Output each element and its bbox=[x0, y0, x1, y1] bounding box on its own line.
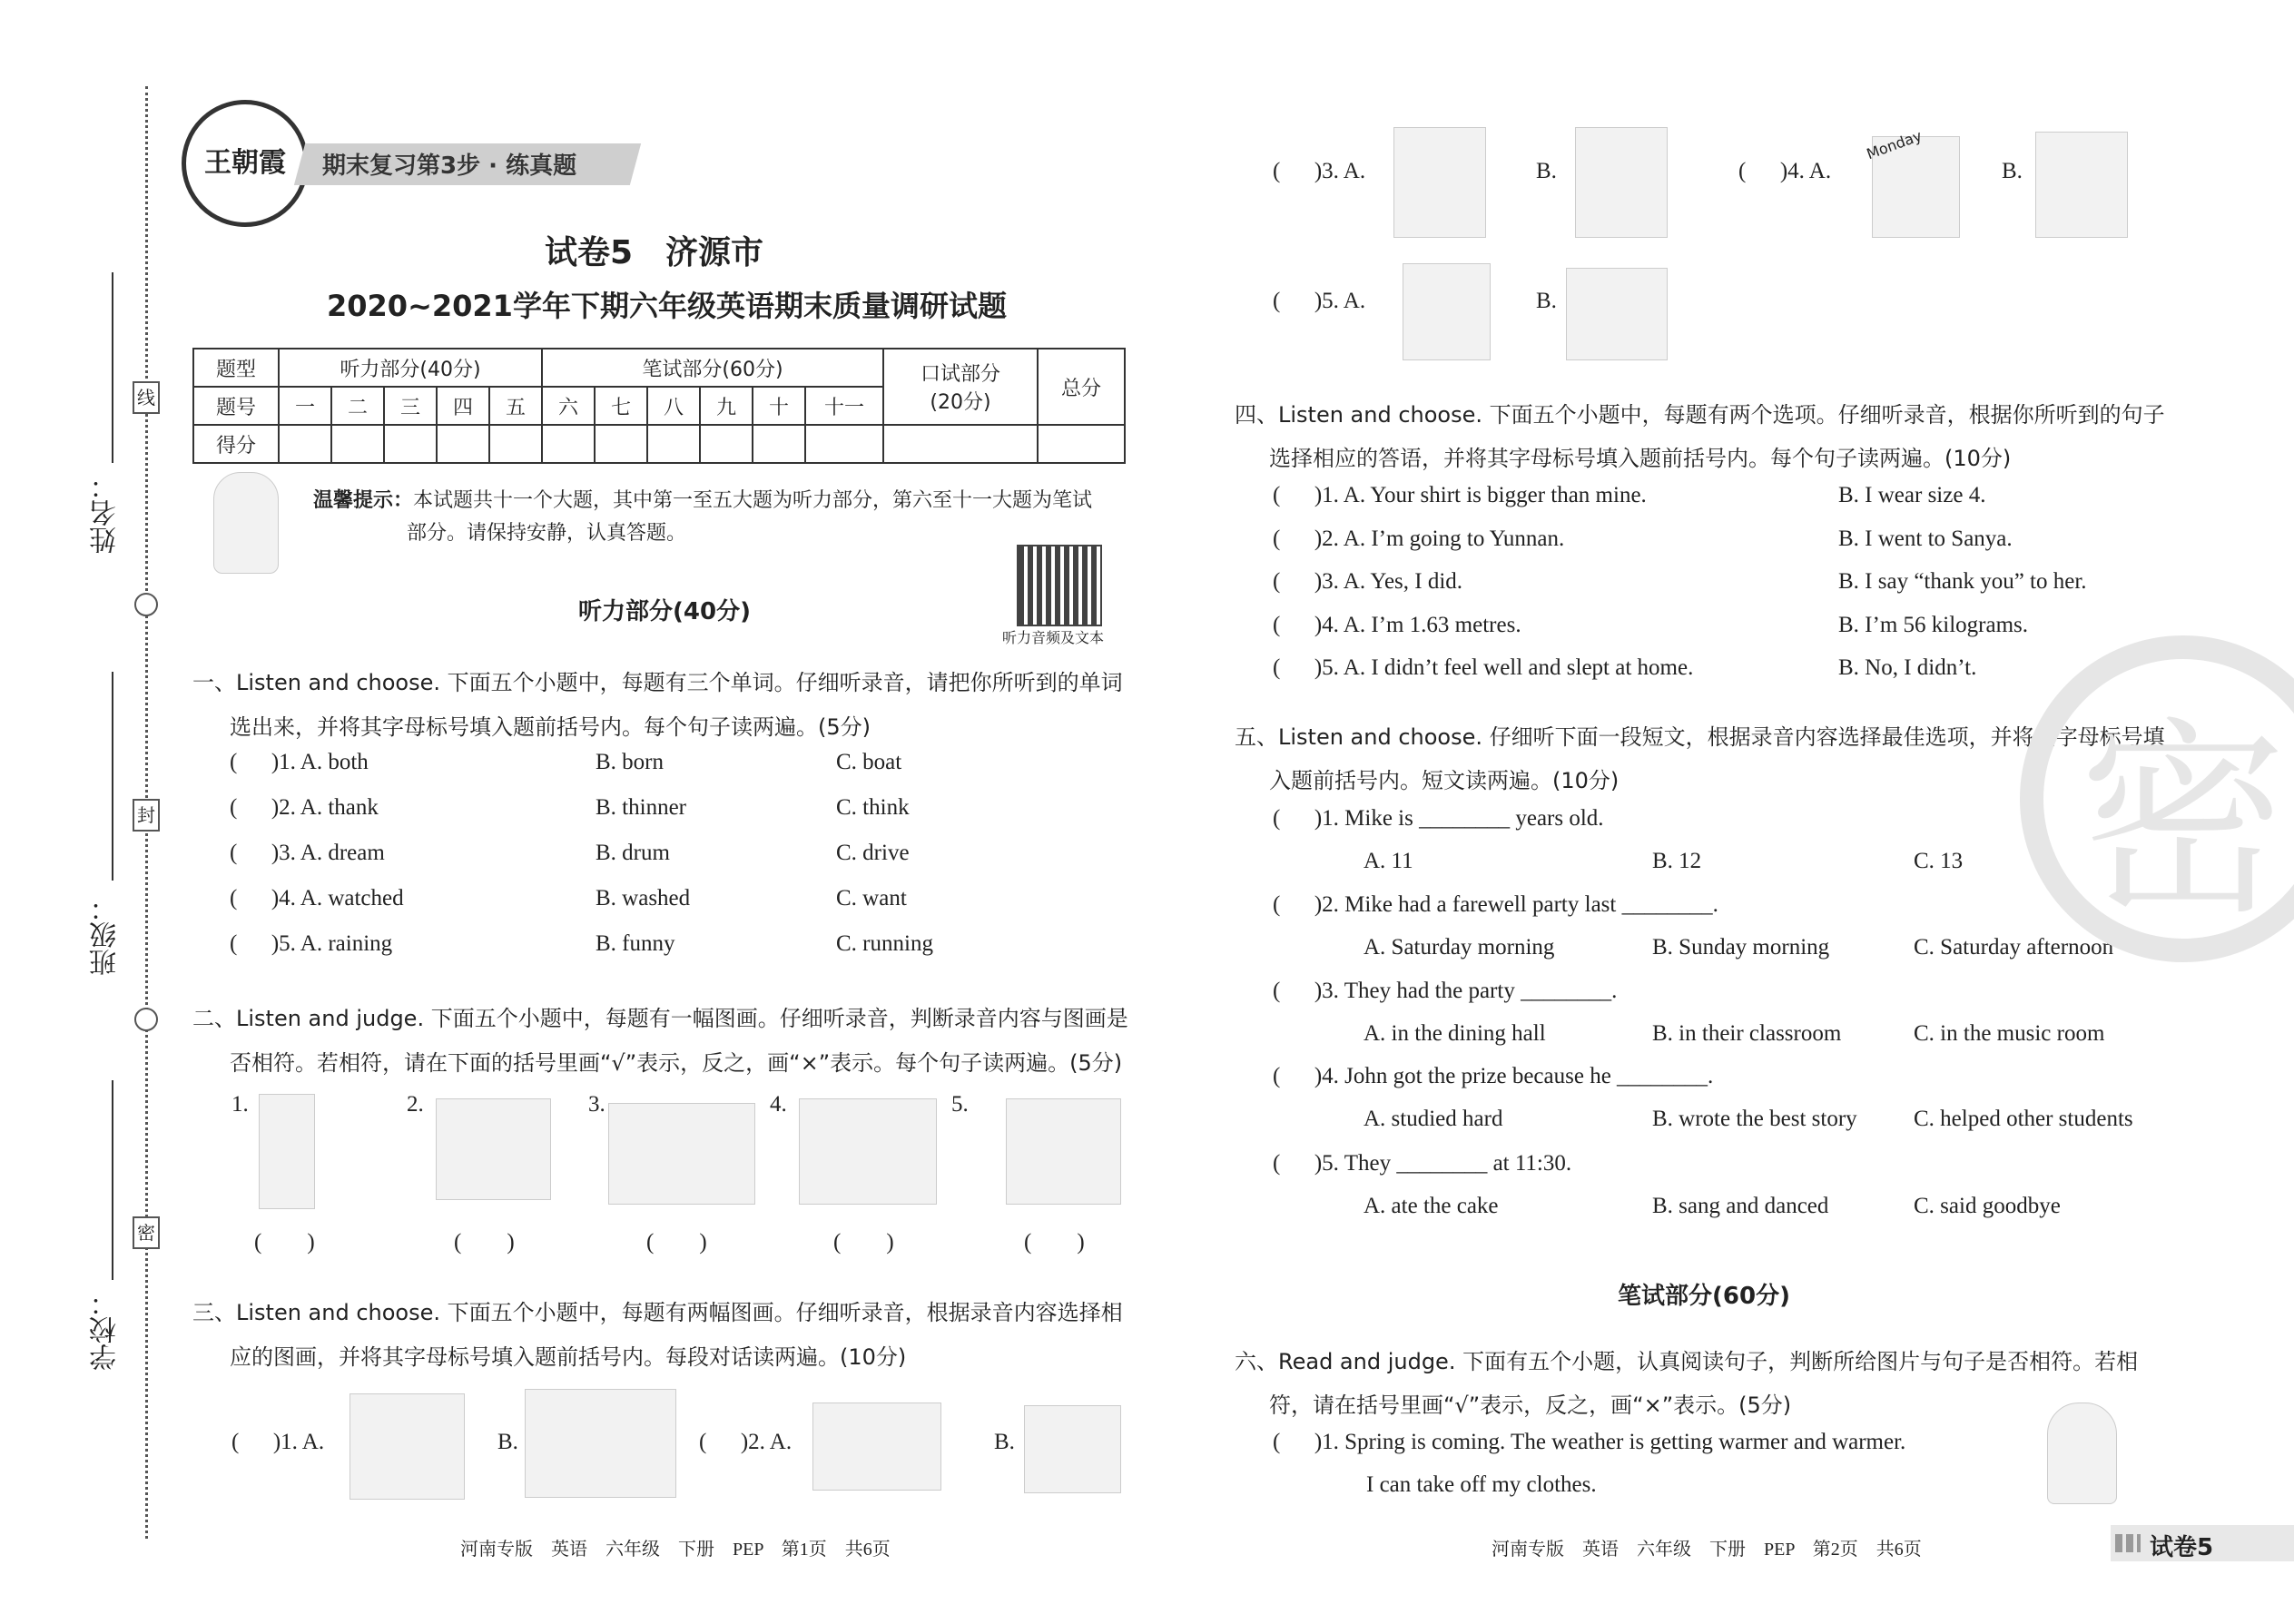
s1-item: ( )1. A. both bbox=[230, 750, 369, 774]
picture-chairs bbox=[608, 1103, 755, 1205]
option-b: B. I’m 56 kilograms. bbox=[1838, 613, 2029, 637]
answer-parens[interactable]: ( ) bbox=[454, 1230, 515, 1255]
s1-item: ( )5. A. raining bbox=[230, 931, 393, 956]
score-cell[interactable] bbox=[542, 425, 595, 463]
row-header-score: 得分 bbox=[193, 425, 279, 463]
s4-title: 四、Listen and choose. 下面五个小题中，每题有两个选项。仔细听录音，根据你所听到的句子 bbox=[1235, 402, 2165, 428]
s5-title: 五、Listen and choose. 仔细听下面一段短文，根据录音内容选择最佳选项，并将其字母标号填 bbox=[1235, 724, 2165, 750]
s1-item: ( )4. A. watched bbox=[230, 886, 404, 910]
question-number: 一 bbox=[279, 387, 331, 425]
s3-q1-b: B. bbox=[497, 1430, 518, 1454]
option-b: B. I wear size 4. bbox=[1838, 483, 1986, 507]
option-a: A. studied hard bbox=[1364, 1107, 1503, 1131]
score-cell[interactable] bbox=[753, 425, 805, 463]
girl-illustration bbox=[213, 472, 279, 574]
school-label: 学校： bbox=[90, 1289, 122, 1371]
s6-q1-line2: I can take off my clothes. bbox=[1366, 1472, 1597, 1497]
option-a: 5. A. raining bbox=[279, 931, 393, 956]
option-a: 4. A. watched bbox=[279, 886, 404, 910]
s5-question: ( )5. They ________ at 11:30. bbox=[1273, 1151, 1572, 1176]
option-b: B. drum bbox=[596, 841, 670, 865]
s3-q1: ( )1. A. bbox=[231, 1430, 325, 1454]
total-header: 总分 bbox=[1038, 349, 1125, 425]
s1-title: 一、Listen and choose. 下面五个小题中，每题有三个单词。仔细听录音，请把你所听到的单词 bbox=[192, 670, 1123, 695]
footer-tag: 试卷5 bbox=[2150, 1534, 2214, 1561]
s2-title: 二、Listen and judge. 下面五个小题中，每题有一幅图画。仔细听录音，判断录音内容与图画是 bbox=[192, 1006, 1128, 1031]
footer-right: 河南专版 英语 六年级 下册 PEP 第2页 共6页 bbox=[1492, 1540, 1922, 1560]
question-number: 八 bbox=[647, 387, 700, 425]
s3-q3: ( )3. A. bbox=[1273, 159, 1366, 183]
watermark-char: 密 bbox=[2078, 701, 2288, 943]
row-header-number: 题号 bbox=[193, 387, 279, 425]
score-cell[interactable] bbox=[805, 425, 883, 463]
s4-title-2: 选择相应的答语，并将其字母标号填入题前括号内。每个句子读两遍。(10分) bbox=[1269, 446, 2012, 471]
option-a: 3. A. dream bbox=[279, 841, 385, 865]
option-a: 1. A. Your shirt is bigger than mine. bbox=[1322, 483, 1647, 507]
option-a: 4. A. I’m 1.63 metres. bbox=[1322, 613, 1521, 637]
score-cell[interactable] bbox=[279, 425, 331, 463]
footer-tag-squares bbox=[2115, 1534, 2141, 1552]
s3-q2: ( )2. A. bbox=[699, 1430, 793, 1454]
picture-badminton bbox=[1403, 263, 1491, 360]
option-a: A. in the dining hall bbox=[1364, 1021, 1546, 1046]
s2-num-3: 3. bbox=[588, 1092, 605, 1117]
s4-item: ( )4. A. I’m 1.63 metres. bbox=[1273, 613, 1521, 637]
s3-q5-b: B. bbox=[1536, 289, 1557, 313]
option-c: C. running bbox=[836, 931, 933, 956]
listening-part-header: 听力部分(40分) bbox=[279, 349, 542, 387]
score-cell[interactable] bbox=[883, 425, 1038, 463]
s4-item: ( )5. A. I didn’t feel well and slept at home. bbox=[1273, 655, 1694, 680]
question-number: 四 bbox=[437, 387, 489, 425]
qr-caption: 听力音频及文本 bbox=[1002, 629, 1105, 646]
option-c: C. boat bbox=[836, 750, 902, 774]
s5-question: ( )3. They had the party ________. bbox=[1273, 979, 1618, 1003]
tip-line-1: 温馨提示：本试题共十一个大题，其中第一至五大题为听力部分，第六至十一大题为笔试 bbox=[313, 489, 1093, 512]
answer-parens[interactable]: ( ) bbox=[1024, 1230, 1085, 1255]
picture-girls-talking bbox=[1393, 127, 1486, 238]
answer-parens[interactable]: ( ) bbox=[833, 1230, 894, 1255]
score-cell[interactable] bbox=[700, 425, 753, 463]
picture-boy-crutches bbox=[259, 1094, 315, 1209]
s3-title-2: 应的图画，并将其字母标号填入题前括号内。每段对话读两遍。(10分) bbox=[230, 1344, 907, 1370]
question-number: 十一 bbox=[805, 387, 883, 425]
picture-girl-reading bbox=[436, 1098, 551, 1200]
option-c: C. in the music room bbox=[1914, 1021, 2105, 1046]
option-b: B. wrote the best story bbox=[1652, 1107, 1857, 1131]
option-a: A. 11 bbox=[1364, 849, 1413, 873]
option-a: 2. A. thank bbox=[279, 795, 379, 820]
option-a: A. ate the cake bbox=[1364, 1194, 1499, 1218]
question-number: 十 bbox=[753, 387, 805, 425]
s3-title: 三、Listen and choose. 下面五个小题中，每题有两幅图画。仔细听录音，根据录音内容选择相 bbox=[192, 1300, 1123, 1325]
binding-hole bbox=[134, 593, 158, 616]
option-c: C. 13 bbox=[1914, 849, 1964, 873]
picture-classroom bbox=[1006, 1098, 1121, 1205]
option-b: B. 12 bbox=[1652, 849, 1702, 873]
score-cell[interactable] bbox=[647, 425, 700, 463]
tip-line-2: 部分。请保持安静，认真答题。 bbox=[407, 522, 687, 545]
s5-title-2: 入题前括号内。短文读两遍。(10分) bbox=[1269, 768, 1620, 793]
s3-q5: ( )5. A. bbox=[1273, 289, 1366, 313]
answer-parens[interactable]: ( ) bbox=[254, 1230, 315, 1255]
school-line bbox=[112, 1080, 113, 1280]
written-part-header: 笔试部分(60分) bbox=[542, 349, 883, 387]
s2-num-2: 2. bbox=[407, 1092, 424, 1117]
option-b: B. washed bbox=[596, 886, 691, 910]
picture-house-mountain bbox=[1024, 1405, 1121, 1493]
option-c: C. said goodbye bbox=[1914, 1194, 2061, 1218]
s1-item: ( )2. A. thank bbox=[230, 795, 379, 820]
score-cell[interactable] bbox=[384, 425, 437, 463]
option-c: C. helped other students bbox=[1914, 1107, 2133, 1131]
s3-q4-b: B. bbox=[2002, 159, 2023, 183]
question-number: 二 bbox=[331, 387, 384, 425]
option-b: B. sang and danced bbox=[1652, 1194, 1829, 1218]
seal-char-xian: 线 bbox=[133, 381, 160, 414]
s3-q3-b: B. bbox=[1536, 159, 1557, 183]
header-banner-text: 期末复习第3步 · 练真题 bbox=[322, 153, 577, 180]
question-number: 九 bbox=[700, 387, 753, 425]
s4-item: ( )1. A. Your shirt is bigger than mine. bbox=[1273, 483, 1647, 507]
option-c: C. think bbox=[836, 795, 910, 820]
option-b: B. Sunday morning bbox=[1652, 935, 1830, 960]
picture-boys-talking bbox=[1575, 127, 1668, 238]
option-b: B. No, I didn’t. bbox=[1838, 655, 1977, 680]
brand-badge-text: 王朝霞 bbox=[204, 147, 286, 179]
seal-char-mi: 密 bbox=[133, 1216, 160, 1249]
s6-title-2: 符，请在括号里画“√”表示，反之，画“×”表示。(5分) bbox=[1269, 1393, 1792, 1418]
option-b: B. I say “thank you” to her. bbox=[1838, 569, 2087, 594]
option-b: B. in their classroom bbox=[1652, 1021, 1842, 1046]
picture-tandem-bike bbox=[525, 1389, 676, 1498]
s2-num-1: 1. bbox=[231, 1092, 249, 1117]
seal-char-feng: 封 bbox=[133, 799, 160, 832]
s6-q1: ( )1. Spring is coming. The weather is getting warmer and warmer. bbox=[1273, 1430, 1906, 1454]
name-label: 姓名： bbox=[90, 472, 122, 554]
question-number: 七 bbox=[595, 387, 647, 425]
option-a: A. Saturday morning bbox=[1364, 935, 1555, 960]
picture-group-boys bbox=[2035, 132, 2128, 238]
s3-q2-b: B. bbox=[994, 1430, 1015, 1454]
answer-parens[interactable]: ( ) bbox=[646, 1230, 707, 1255]
s2-num-5: 5. bbox=[951, 1092, 969, 1117]
score-cell[interactable] bbox=[437, 425, 489, 463]
name-line bbox=[112, 272, 113, 463]
picture-boy-cold bbox=[2047, 1403, 2117, 1504]
option-c: C. want bbox=[836, 886, 907, 910]
picture-single-bike bbox=[350, 1393, 465, 1500]
binding-hole bbox=[134, 1008, 158, 1031]
option-c: C. Saturday afternoon bbox=[1914, 935, 2114, 960]
picture-football bbox=[1566, 268, 1668, 360]
score-cell[interactable] bbox=[595, 425, 647, 463]
oral-part-header: 口试部分 (20分) bbox=[883, 349, 1038, 425]
paper-title: 试卷5 济源市 bbox=[545, 234, 764, 271]
option-a: 3. A. Yes, I did. bbox=[1322, 569, 1463, 594]
s6-title: 六、Read and judge. 下面有五个小题，认真阅读句子，判断所给图片与句子是否相符。若相 bbox=[1235, 1349, 2139, 1374]
question-number: 六 bbox=[542, 387, 595, 425]
qr-code bbox=[1017, 545, 1102, 626]
s2-title-2: 否相符。若相符，请在下面的括号里画“√”表示，反之，画“×”表示。每个句子读两遍。(5分) bbox=[230, 1050, 1123, 1076]
s3-q4: ( )4. A. bbox=[1738, 159, 1832, 183]
question-number: 五 bbox=[489, 387, 542, 425]
paper-subtitle: 2020~2021学年下期六年级英语期末质量调研试题 bbox=[327, 289, 1007, 323]
written-heading: 笔试部分(60分) bbox=[1618, 1283, 1790, 1310]
brand-badge bbox=[182, 100, 309, 227]
score-cell[interactable] bbox=[331, 425, 384, 463]
option-a: 5. A. I didn’t feel well and slept at home. bbox=[1322, 655, 1694, 680]
class-label: 班级： bbox=[90, 894, 122, 976]
s4-item: ( )2. A. I’m going to Yunnan. bbox=[1273, 527, 1565, 551]
option-b: B. funny bbox=[596, 931, 675, 956]
picture-boy-eating bbox=[799, 1098, 937, 1205]
score-cell[interactable] bbox=[1038, 425, 1125, 463]
s4-item: ( )3. A. Yes, I did. bbox=[1273, 569, 1463, 594]
listening-heading: 听力部分(40分) bbox=[578, 598, 751, 625]
option-b: B. thinner bbox=[596, 795, 686, 820]
option-b: B. I went to Sanya. bbox=[1838, 527, 2013, 551]
question-number: 三 bbox=[384, 387, 437, 425]
s1-item: ( )3. A. dream bbox=[230, 841, 385, 865]
s1-title-2: 选出来，并将其字母标号填入题前括号内。每个句子读两遍。(5分) bbox=[230, 714, 871, 740]
watermark-seal bbox=[2020, 635, 2294, 962]
option-b: B. born bbox=[596, 750, 664, 774]
option-a: 1. A. both bbox=[279, 750, 369, 774]
option-a: 2. A. I’m going to Yunnan. bbox=[1322, 527, 1565, 551]
s5-question: ( )1. Mike is ________ years old. bbox=[1273, 806, 1604, 831]
s5-question: ( )2. Mike had a farewell party last ________. bbox=[1273, 892, 1718, 917]
picture-building bbox=[812, 1403, 941, 1491]
option-c: C. drive bbox=[836, 841, 910, 865]
s2-num-4: 4. bbox=[770, 1092, 787, 1117]
score-table bbox=[192, 348, 1126, 464]
row-header-type: 题型 bbox=[193, 349, 279, 387]
score-cell[interactable] bbox=[489, 425, 542, 463]
s5-question: ( )4. John got the prize because he ________. bbox=[1273, 1064, 1714, 1088]
class-line bbox=[112, 672, 113, 881]
monday-label: Monday bbox=[1864, 126, 1925, 163]
footer-left: 河南专版 英语 六年级 下册 PEP 第1页 共6页 bbox=[460, 1540, 891, 1560]
